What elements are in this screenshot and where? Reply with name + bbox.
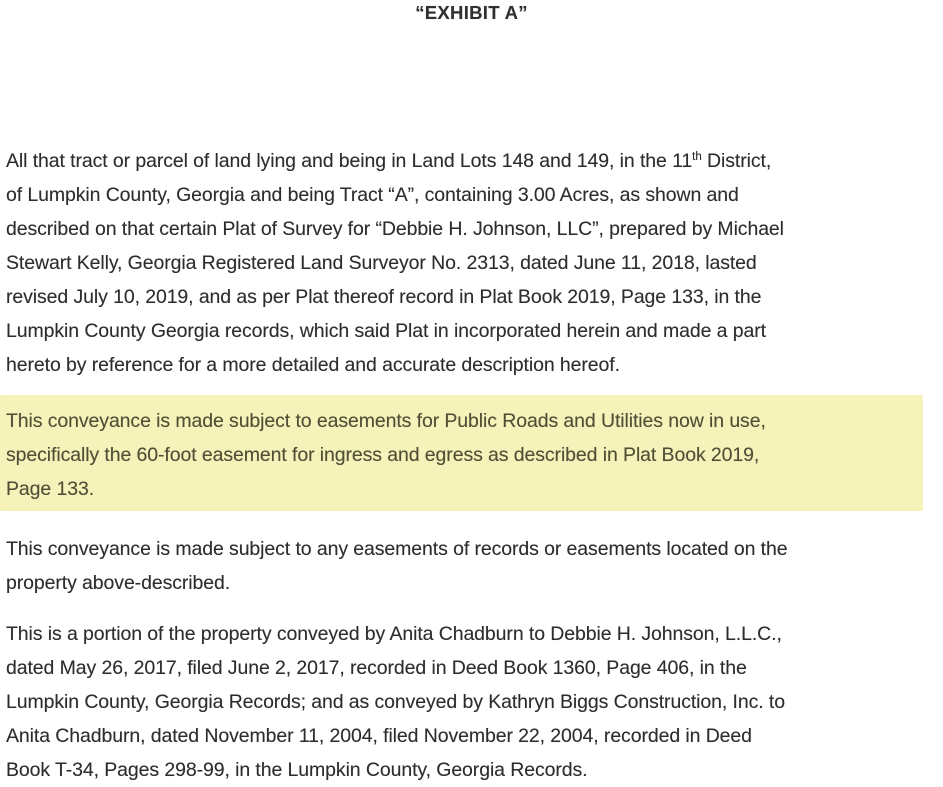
text-line: Anita Chadburn, dated November 11, 2004, filed November 22, 2004, recorded in Deed — [6, 725, 752, 747]
text-line: of Lumpkin County, Georgia and being Tract “A”, containing 3.00 Acres, as shown and — [6, 184, 739, 206]
text-segment: District, — [701, 150, 772, 172]
text-line: This conveyance is made subject to easements for Public Roads and Utilities now in use, — [6, 410, 766, 432]
text-line: Lumpkin County Georgia records, which said Plat in incorporated herein and made a part — [6, 320, 766, 342]
paragraph-easement-highlighted — [0, 395, 923, 511]
text-line: dated May 26, 2017, filed June 2, 2017, recorded in Deed Book 1360, Page 406, in the — [6, 657, 747, 679]
ordinal-superscript: th — [692, 151, 702, 163]
paragraph-chain-of-title — [6, 617, 938, 787]
text-line: hereto by reference for a more detailed and accurate description hereof. — [6, 354, 620, 376]
paragraph-legal-description — [6, 140, 938, 382]
text-line: property above-described. — [6, 572, 231, 594]
text-line: revised July 10, 2019, and as per Plat thereof record in Plat Book 2019, Page 133, in the — [6, 286, 762, 308]
text-line: Lumpkin County, Georgia Records; and as conveyed by Kathryn Biggs Construction, Inc. to — [6, 691, 785, 713]
text-segment: All that tract or parcel of land lying and being in Land Lots 148 and 149, in the 11 — [6, 150, 693, 172]
text-line: This conveyance is made subject to any easements of records or easements located on the — [6, 538, 788, 560]
document-body — [6, 140, 938, 787]
text-line: Stewart Kelly, Georgia Registered Land Surveyor No. 2313, dated June 11, 2018, lasted — [6, 252, 757, 274]
text-line: This is a portion of the property conveyed by Anita Chadburn to Debbie H. Johnson, L.L.C., — [6, 623, 782, 645]
text-line — [6, 140, 938, 178]
text-line: Page 133. — [6, 478, 95, 500]
exhibit-title: “EXHIBIT A” — [415, 2, 528, 23]
text-line: Book T-34, Pages 298-99, in the Lumpkin County, Georgia Records. — [6, 759, 588, 781]
paragraph-easements-of-record — [6, 532, 938, 600]
text-line: described on that certain Plat of Survey for “Debbie H. Johnson, LLC”, prepared by Michael — [6, 218, 784, 240]
text-line: specifically the 60-foot easement for ingress and egress as described in Plat Book 2019, — [6, 444, 760, 466]
